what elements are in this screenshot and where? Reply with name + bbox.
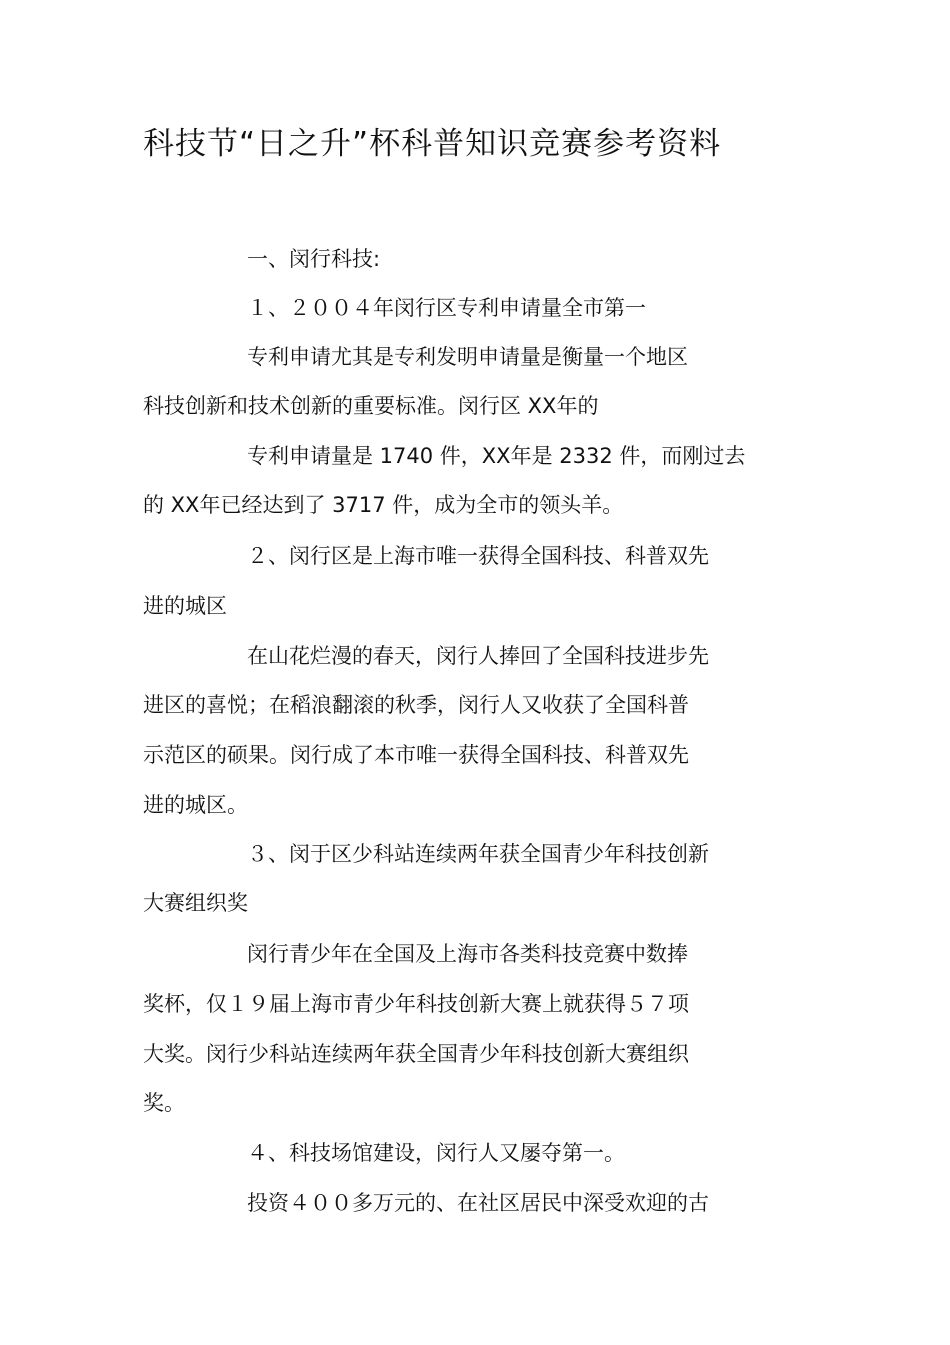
item-heading: ２、闵行区是上海市唯一获得全国科技、科普双先 bbox=[247, 544, 709, 568]
paragraph-line: 专利申请尤其是专利发明申请量是衡量一个地区 bbox=[247, 345, 688, 369]
item-heading: 大赛组织奖 bbox=[143, 891, 248, 915]
paragraph-line: 奖杯，仅１９届上海市青少年科技创新大赛上就获得５７项 bbox=[143, 992, 689, 1016]
paragraph-line: 闵行青少年在全国及上海市各类科技竞赛中数捧 bbox=[247, 942, 688, 966]
paragraph-line: 的 XX年已经达到了 3717 件，成为全市的领头羊。 bbox=[143, 493, 624, 517]
section-heading: 一、闵行科技: bbox=[247, 247, 381, 271]
paragraph-line: 投资４００多万元的、在社区居民中深受欢迎的古 bbox=[247, 1191, 709, 1215]
paragraph-line: 奖。 bbox=[143, 1091, 185, 1115]
item-heading: １、２００４年闵行区专利申请量全市第一 bbox=[247, 296, 646, 320]
item-heading: ４、科技场馆建设，闵行人又屡夺第一。 bbox=[247, 1141, 625, 1165]
paragraph-line: 进区的喜悦；在稻浪翻滚的秋季，闵行人又收获了全国科普 bbox=[143, 693, 689, 717]
item-heading: ３、闵于区少科站连续两年获全国青少年科技创新 bbox=[247, 842, 709, 866]
paragraph-line: 示范区的硕果。闵行成了本市唯一获得全国科技、科普双先 bbox=[143, 743, 689, 767]
paragraph-line: 在山花烂漫的春天，闵行人捧回了全国科技进步先 bbox=[247, 644, 709, 668]
document-title: 科技节“日之升”杯科普知识竞赛参考资料 bbox=[143, 126, 722, 162]
paragraph-line: 科技创新和技术创新的重要标准。闵行区 XX年的 bbox=[143, 394, 599, 418]
paragraph-line: 进的城区。 bbox=[143, 793, 248, 817]
paragraph-line: 专利申请量是 1740 件，XX年是 2332 件，而刚过去 bbox=[247, 444, 746, 468]
item-heading: 进的城区 bbox=[143, 594, 227, 618]
paragraph-line: 大奖。闵行少科站连续两年获全国青少年科技创新大赛组织 bbox=[143, 1042, 689, 1066]
